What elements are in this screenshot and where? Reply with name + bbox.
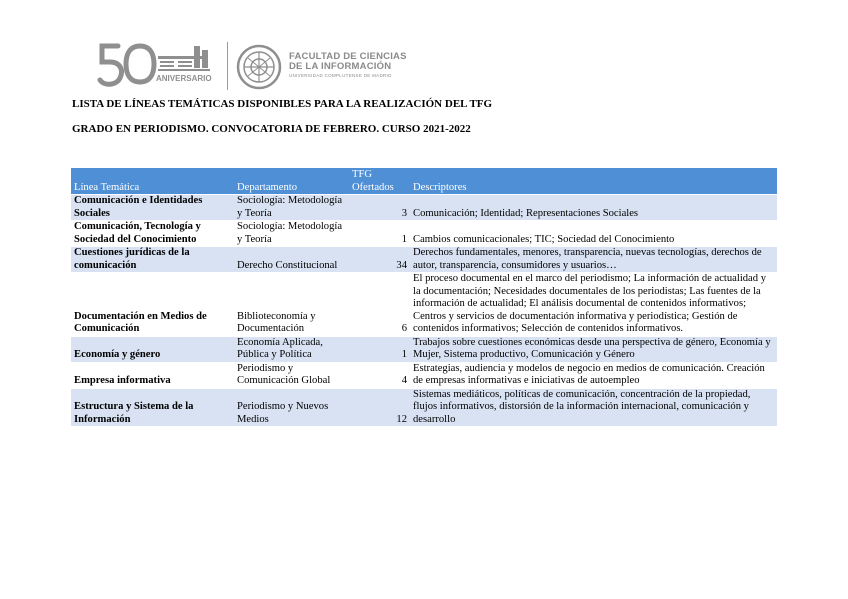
cell-ofertados: 1: [349, 336, 410, 362]
header-descriptores: Descriptores: [410, 168, 777, 195]
cell-linea: Empresa informativa: [71, 362, 234, 388]
cell-linea: Economía y género: [71, 336, 234, 362]
cell-descriptores: El proceso documental en el marco del periodismo; La información de actualidad y la documentación; Necesidades documentales de los periodistas; Las fuentes de la información de actualidad; El análisis documental de contenidos informativos; Centros y servicios de documentación informativa y periodística; Gestión de contenidos informativos; Selección de contenidos informativos.: [410, 273, 777, 337]
cell-descriptores: Comunicación; Identidad; Representaciones Sociales: [410, 195, 777, 221]
university-seal-icon: [236, 44, 282, 90]
cell-linea: Cuestiones jurídicas de la comunicación: [71, 247, 234, 273]
table-row: [71, 388, 777, 426]
document-title: LISTA DE LÍNEAS TEMÁTICAS DISPONIBLES PARA LA REALIZACIÓN DEL TFG: [72, 98, 493, 110]
header-departamento: Departamento: [234, 168, 349, 195]
cell-departamento: Sociología: Metodología y Teoría: [234, 195, 349, 221]
faculty-line3: UNIVERSIDAD COMPLUTENSE DE MADRID: [289, 73, 392, 78]
logo-divider: [227, 42, 228, 90]
document-subtitle: GRADO EN PERIODISMO. CONVOCATORIA DE FEBRERO. CURSO 2021-2022: [72, 123, 471, 135]
thematic-lines-table: [71, 168, 777, 426]
cell-ofertados: 12: [349, 388, 410, 426]
cell-descriptores: Derechos fundamentales, menores, transparencia, nuevas tecnologías, derechos de autor, transparencia, consumidores y usuarios…: [410, 247, 777, 273]
header-tfg-ofertados: TFG Ofertados: [349, 168, 410, 195]
cell-linea: Estructura y Sistema de la Información: [71, 388, 234, 426]
table-row: [71, 195, 777, 221]
faculty-line1: FACULTAD DE CIENCIAS: [289, 51, 407, 62]
header-logos: [96, 40, 426, 92]
cell-departamento: Periodismo y Nuevos Medios: [234, 388, 349, 426]
cell-departamento: Periodismo y Comunicación Global: [234, 362, 349, 388]
cell-linea: Comunicación e Identidades Sociales: [71, 195, 234, 221]
cell-ofertados: 4: [349, 362, 410, 388]
cell-ofertados: 34: [349, 247, 410, 273]
table-row: [71, 336, 777, 362]
cell-ofertados: 6: [349, 273, 410, 337]
faculty-name: [289, 52, 407, 79]
cell-descriptores: Estrategias, audiencia y modelos de negocio en medios de comunicación. Creación de empresas informativas e iniciativas de autoempleo: [410, 362, 777, 388]
cell-departamento: Derecho Constitucional: [234, 247, 349, 273]
cell-departamento: Economía Aplicada, Pública y Política: [234, 336, 349, 362]
faculty-line2: DE LA INFORMACIÓN: [289, 61, 392, 72]
cell-departamento: Sociología: Metodología y Teoría: [234, 221, 349, 247]
cell-descriptores: Cambios comunicacionales; TIC; Sociedad del Conocimiento: [410, 221, 777, 247]
cell-descriptores: Trabajos sobre cuestiones económicas desde una perspectiva de género, Economía y Mujer, Sistema productivo, Comunicación y Género: [410, 336, 777, 362]
table-row: [71, 273, 777, 337]
table-row: [71, 362, 777, 388]
header-linea: Línea Temática: [71, 168, 234, 195]
table-row: [71, 247, 777, 273]
cell-departamento: Biblioteconomía y Documentación: [234, 273, 349, 337]
table-header-row: [71, 168, 777, 195]
cell-linea: Comunicación, Tecnología y Sociedad del Conocimiento: [71, 221, 234, 247]
anniversary-label: ANIVERSARIO: [156, 74, 212, 83]
cell-linea: Documentación en Medios de Comunicación: [71, 273, 234, 337]
cell-descriptores: Sistemas mediáticos, políticas de comunicación, concentración de la propiedad, flujos informativos, distorsión de la información internacional, comunicación y desarrollo: [410, 388, 777, 426]
fifty-anniversary-logo: [96, 40, 220, 92]
table-row: [71, 221, 777, 247]
cell-ofertados: 3: [349, 195, 410, 221]
cell-ofertados: 1: [349, 221, 410, 247]
